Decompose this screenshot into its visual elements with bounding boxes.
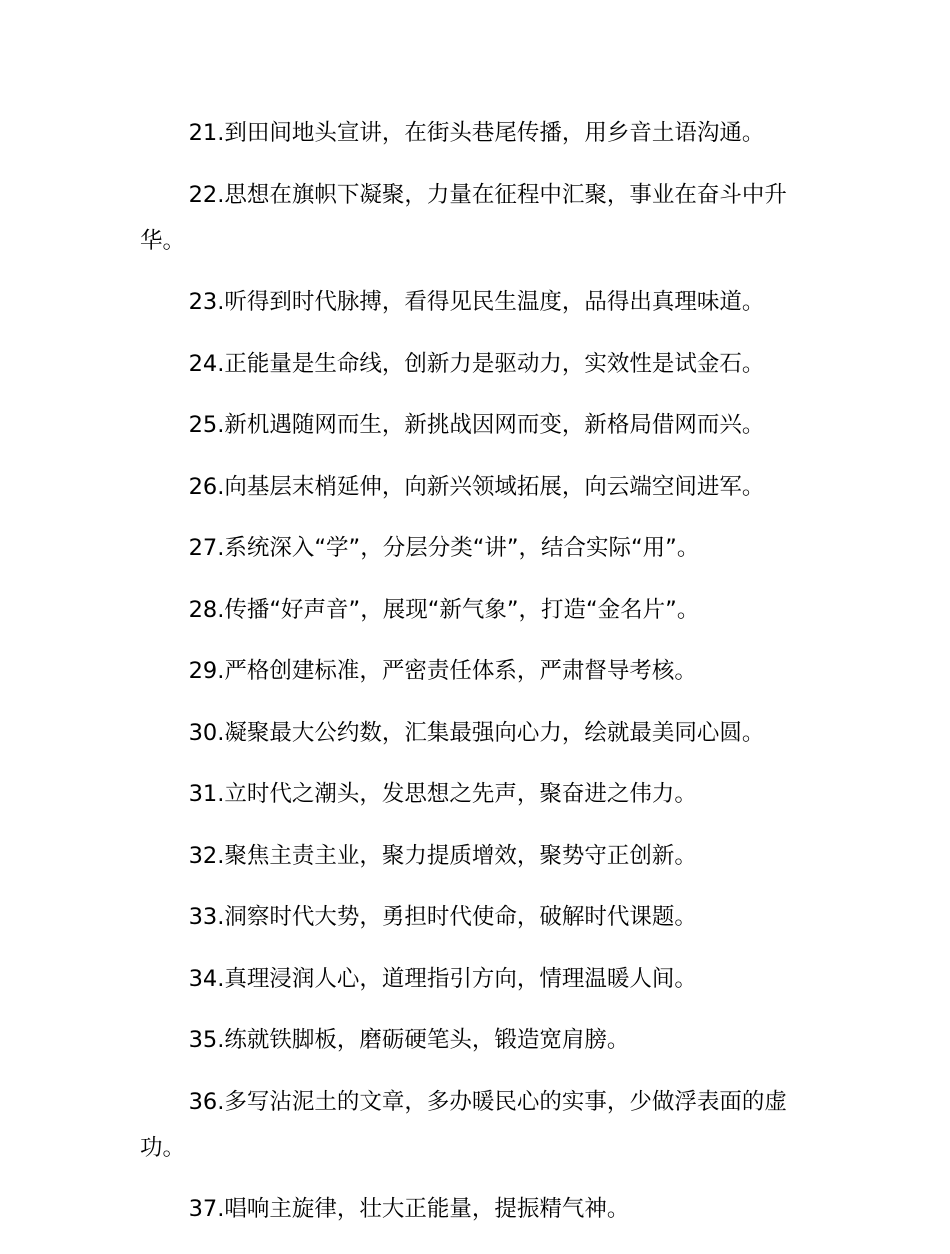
list-item: 34.真理浸润人心，道理指引方向，情理温暖人间。 (188, 965, 697, 992)
list-item: 35.练就铁脚板，磨砺硬笔头，锻造宽肩膀。 (188, 1027, 630, 1053)
list-item: 22.思想在旗帜下凝聚，力量在征程中汇聚，事业在奋斗中升华。 (140, 181, 787, 254)
list-item: 37.唱响主旋律，壮大正能量，提振精气神。 (188, 1196, 630, 1222)
list-item: 36.多写沾泥土的文章，多办暖民心的实事，少做浮表面的虚功。 (140, 1088, 787, 1161)
list-item: 25.新机遇随网而生，新挑战因网而变，新格局借网而兴。 (188, 412, 765, 438)
slogan-list (140, 116, 812, 1254)
list-item: 24.正能量是生命线，创新力是驱动力，实效性是试金石。 (188, 350, 765, 377)
list-item: 21.到田间地头宣讲，在街头巷尾传播，用乡音土语沟通。 (188, 120, 765, 146)
list-item: 23.听得到时代脉搏，看得见民生温度，品得出真理味道。 (188, 289, 765, 315)
list-item: 29.严格创建标准，严密责任体系，严肃督导考核。 (188, 658, 697, 684)
list-item: 31.立时代之潮头，发思想之先声，聚奋进之伟力。 (188, 781, 697, 807)
list-item: 26.向基层末梢延伸，向新兴领域拓展，向云端空间进军。 (188, 473, 765, 500)
list-item: 33.洞察时代大势，勇担时代使命，破解时代课题。 (188, 904, 697, 930)
list-item: 30.凝聚最大公约数，汇集最强向心力，绘就最美同心圆。 (188, 719, 765, 746)
list-item: 27.系统深入“学”，分层分类“讲”，结合实际“用”。 (188, 535, 700, 561)
list-item: 32.聚焦主责主业，聚力提质增效，聚势守正创新。 (188, 842, 697, 869)
list-item: 28.传播“好声音”，展现“新气象”，打造“金名片”。 (188, 596, 700, 623)
